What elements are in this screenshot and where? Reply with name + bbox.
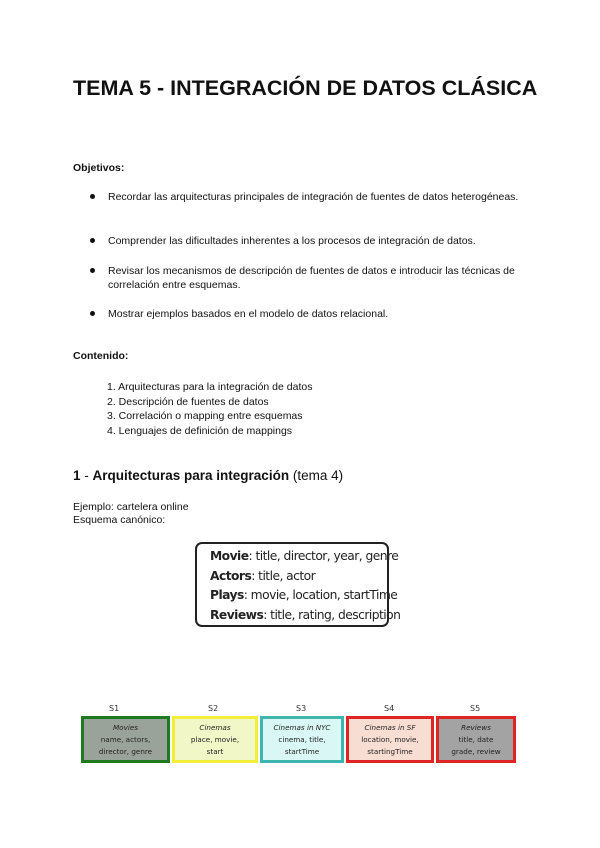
bullet-icon	[90, 194, 95, 199]
source-box: Reviews title, date grade, review	[436, 716, 516, 763]
schema-caption: Esquema canónico:	[73, 514, 166, 526]
schema-row: Reviews: title, rating, description	[210, 607, 401, 622]
source-box: Cinemas place, movie, start	[172, 716, 258, 763]
schema-row: Plays: movie, location, startTime	[210, 588, 398, 602]
bullet-icon	[90, 311, 95, 316]
objective-item: Comprender las dificultades inherentes a los procesos de integración de datos.	[108, 234, 528, 248]
section-heading: 1 - Arquitecturas para integración (tema 4)	[73, 468, 344, 483]
source-label: S3	[296, 704, 307, 713]
objective-item: Recordar las arquitecturas principales de integración de fuentes de datos heterogéneas.	[108, 190, 528, 204]
objectives-label: Objetivos:	[73, 162, 125, 174]
source-label: S5	[470, 704, 481, 713]
page-title: TEMA 5 - INTEGRACIÓN DE DATOS CLÁSICA	[73, 76, 538, 100]
schema-row: Movie: title, director, year, genre	[210, 549, 399, 563]
content-item: 1. Arquitecturas para la integración de datos	[107, 381, 313, 393]
bullet-icon	[90, 268, 95, 273]
schema-row: Actors: title, actor	[210, 568, 316, 583]
example-text: Ejemplo: cartelera online	[73, 501, 189, 513]
source-label: S2	[208, 704, 219, 713]
content-item: 3. Correlación o mapping entre esquemas	[107, 410, 303, 422]
source-box: Cinemas in SF location, movie, startingTime	[346, 716, 434, 763]
source-box: Cinemas in NYC cinema, title, startTime	[260, 716, 344, 763]
source-box: Movies name, actors, director, genre	[81, 716, 170, 763]
bullet-icon	[90, 238, 95, 243]
canonical-schema-box	[195, 542, 401, 627]
content-item: 2. Descripción de fuentes de datos	[107, 395, 269, 408]
content-item: 4. Lenguajes de definición de mappings	[107, 424, 293, 437]
source-label: S4	[384, 704, 395, 713]
objective-item: Mostrar ejemplos basados en el modelo de datos relacional.	[108, 307, 528, 321]
objective-item: Revisar los mecanismos de descripción de fuentes de datos e introducir las técnicas de correlación entre esquemas.	[108, 264, 528, 292]
source-label: S1	[109, 704, 120, 713]
content-label: Contenido:	[73, 350, 129, 362]
